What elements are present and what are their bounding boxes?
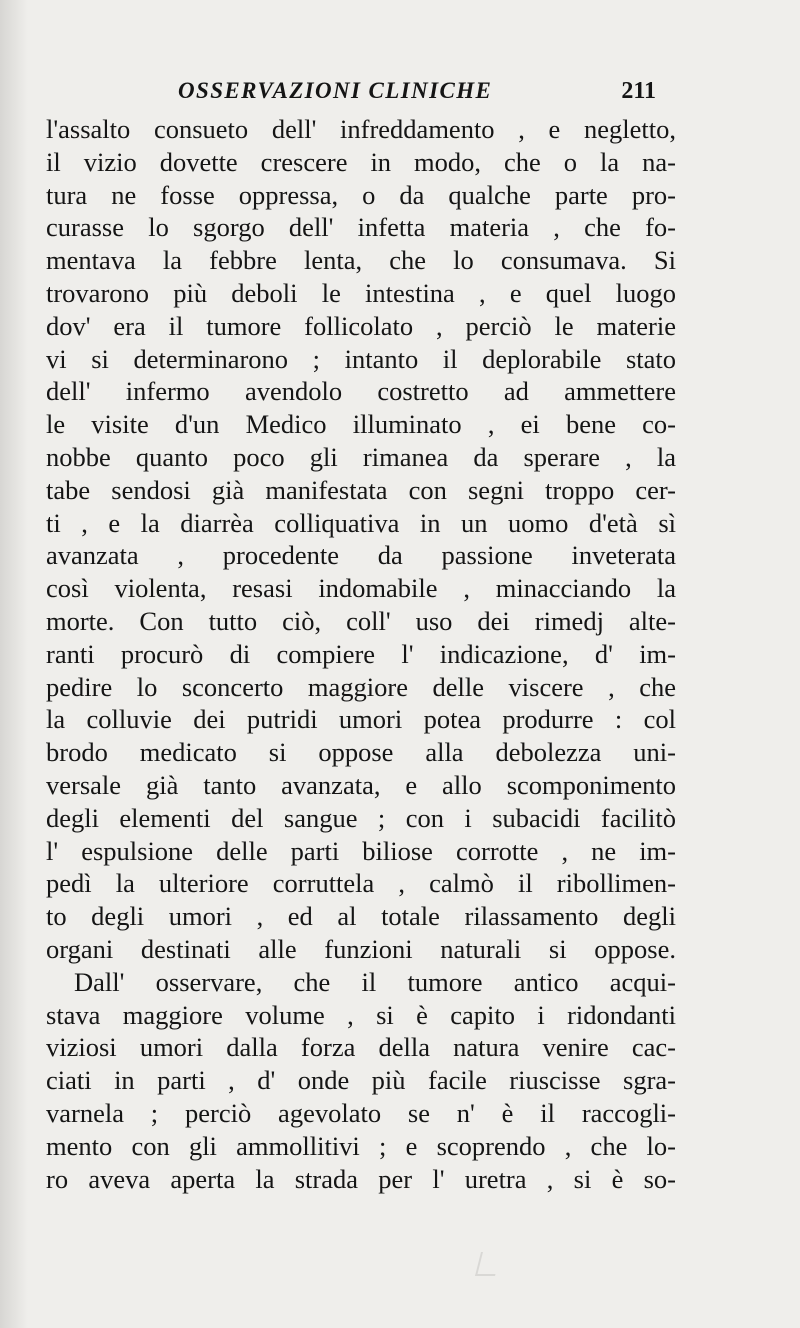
text-line: avanzata , procedente da passione inveterata bbox=[46, 540, 676, 571]
text-line: to degli umori , ed al totale rilassamento degli bbox=[46, 901, 676, 932]
text-line: trovarono più deboli le intestina , e quel luogo bbox=[46, 277, 676, 308]
text-line: tabe sendosi già manifestata con segni troppo cer- bbox=[46, 474, 676, 505]
text-line: l'assalto consueto dell' infreddamento , e negletto, bbox=[46, 114, 676, 144]
text-line: versale già tanto avanzata, e allo scomponimento bbox=[46, 769, 676, 800]
text-line: ciati in parti , d' onde più facile riuscisse sgra- bbox=[46, 1065, 676, 1096]
text-line: dov' era il tumore follicolato , perciò le materie bbox=[46, 310, 676, 341]
text-line: ranti procurò di compiere l' indicazione, d' im- bbox=[46, 638, 676, 669]
text-line: ro aveva aperta la strada per l' uretra , si è so- bbox=[46, 1163, 676, 1194]
text-line: stava maggiore volume , si è capito i ridondanti bbox=[46, 999, 676, 1030]
text-line: le visite d'un Medico illuminato , ei bene co- bbox=[46, 409, 676, 440]
text-line: brodo medicato si oppose alla debolezza uni- bbox=[46, 737, 676, 768]
text-line: morte. Con tutto ciò, coll' uso dei rimedj alte- bbox=[46, 605, 676, 636]
running-head bbox=[178, 78, 656, 114]
running-title: OSSERVAZIONI CLINICHE bbox=[178, 78, 493, 103]
text-line: tura ne fosse oppressa, o da qualche parte pro- bbox=[46, 179, 676, 210]
page-number: 211 bbox=[621, 78, 656, 104]
text-line: la colluvie dei putridi umori potea produrre : col bbox=[46, 704, 676, 735]
text-line: curasse lo sgorgo dell' infetta materia , che fo- bbox=[46, 212, 676, 243]
text-line: varnela ; perciò agevolato se n' è il raccogli- bbox=[46, 1097, 676, 1128]
faint-printer-mark bbox=[475, 1252, 501, 1276]
text-line: così violenta, resasi indomabile , minacciando la bbox=[46, 573, 676, 604]
text-line: pedì la ulteriore corruttela , calmò il ribollimen- bbox=[46, 868, 676, 899]
text-line: mentava la febbre lenta, che lo consumava. Si bbox=[46, 245, 676, 276]
text-line: pedire lo sconcerto maggiore delle viscere , che bbox=[46, 671, 676, 702]
text-line: nobbe quanto poco gli rimanea da sperare , la bbox=[46, 441, 676, 472]
text-line: l' espulsione delle parti biliose corrotte , ne im- bbox=[46, 835, 676, 866]
text-line: vi si determinarono ; intanto il deplorabile stato bbox=[46, 343, 676, 374]
text-line: il vizio dovette crescere in modo, che o la na- bbox=[46, 146, 676, 177]
text-line: degli elementi del sangue ; con i subacidi facilitò bbox=[46, 802, 676, 833]
page-edge-shadow bbox=[0, 0, 28, 1328]
body-text bbox=[46, 113, 676, 1195]
text-line: viziosi umori dalla forza della natura venire cac- bbox=[46, 1032, 676, 1063]
text-line: dell' infermo avendolo costretto ad ammettere bbox=[46, 376, 676, 407]
paragraph-start-line: Dall' osservare, che il tumore antico acqui- bbox=[74, 966, 676, 997]
text-line: mento con gli ammollitivi ; e scoprendo , che lo- bbox=[46, 1130, 676, 1161]
text-line: organi destinati alle funzioni naturali si oppose. bbox=[46, 933, 676, 964]
text-line: ti , e la diarrèa colliquativa in un uomo d'età sì bbox=[46, 507, 676, 538]
